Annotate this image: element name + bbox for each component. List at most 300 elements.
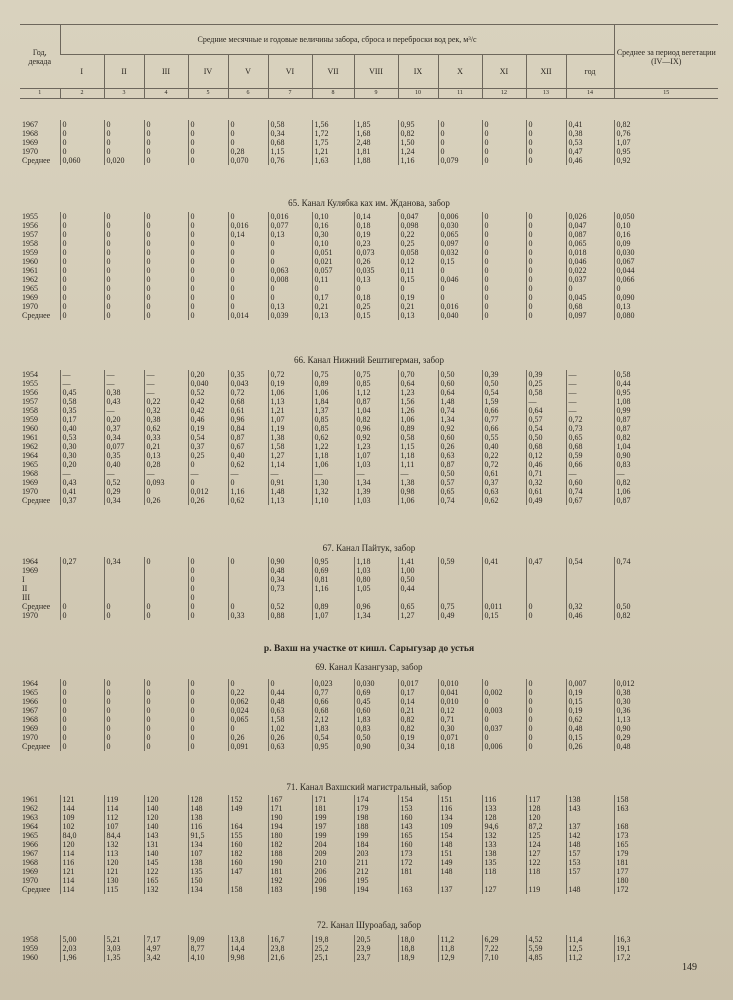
cell-value: 9,09 [188,935,228,944]
row-year: 1968 [22,858,38,867]
cell-value: 1,34 [354,611,398,620]
cell-value: 3,42 [144,953,188,962]
section-table [20,679,718,751]
cell-value: 0,035 [354,266,398,275]
cell-value: 180 [614,876,718,885]
cell-value: 143 [398,822,438,831]
cell-value: 94,6 [482,822,526,831]
cell-value: 11,8 [438,944,482,953]
cell-value: 0,88 [268,611,312,620]
average-value: 0 [188,742,228,751]
cell-value: 1,05 [354,584,398,593]
average-value: 0,079 [438,156,482,165]
cell-value: 0 [144,697,188,706]
cell-value: 138 [566,795,614,804]
cell-value: 0,047 [566,221,614,230]
cell-value: 1,37 [312,406,354,415]
cell-value [144,593,188,602]
cell-value: 192 [268,876,312,885]
cell-value: 0,17 [60,415,104,424]
row-year: 1965 [22,460,38,469]
cell-value: 0,68 [566,442,614,451]
cell-value: 0,007 [566,679,614,688]
cell-value: 0 [60,212,104,221]
table-row [20,697,718,706]
table-row [20,849,718,858]
header-period: Среднее за период вегетации (IV—IX) [614,25,718,89]
cell-value: 0 [144,688,188,697]
cell-value: 0 [104,733,144,742]
cell-value: 0,33 [228,611,268,620]
row-year: 1964 [22,451,38,460]
cell-value: 0,80 [354,575,398,584]
cell-value: 0,20 [60,460,104,469]
cell-value: 0 [144,293,188,302]
cell-value: 0 [614,284,718,293]
average-value: 0,90 [354,742,398,751]
row-year: 1965 [22,284,38,293]
cell-value: 0,19 [268,379,312,388]
cell-value: 0,42 [188,397,228,406]
table-row [20,804,718,813]
cell-value: 0,010 [438,679,482,688]
cell-value: 1,07 [354,451,398,460]
cell-value: 0,21 [398,706,438,715]
cell-value: 0 [144,230,188,239]
cell-value: 0,66 [312,697,354,706]
average-value: 0,15 [354,311,398,320]
cell-value: 0,60 [566,478,614,487]
cell-value [526,566,566,575]
cell-value: 135 [482,858,526,867]
average-value: 1,63 [312,156,354,165]
average-value: 0 [526,311,566,320]
cell-value: 6,29 [482,935,526,944]
cell-value: 1,15 [268,147,312,156]
cell-value: 0,34 [268,129,312,138]
cell-value: 0 [104,715,144,724]
cell-value: — [566,379,614,388]
average-value: 183 [268,885,312,894]
cell-value: 116 [188,822,228,831]
cell-value: 140 [144,849,188,858]
cell-value: 18,9 [398,953,438,962]
cell-value: 0 [60,147,104,156]
cell-value: 0,60 [438,379,482,388]
cell-value: 194 [268,822,312,831]
cell-value: 1,81 [354,147,398,156]
row-year: 1955 [22,212,38,221]
cell-value: 1,68 [354,129,398,138]
cell-value: 182 [228,849,268,858]
cell-value: 0,13 [144,451,188,460]
cell-value: 0,44 [614,379,718,388]
cell-value: 1,22 [312,442,354,451]
cell-value: 0,046 [438,275,482,284]
cell-value: 195 [354,876,398,885]
cell-value: 181 [398,867,438,876]
average-value: 172 [614,885,718,894]
cell-value: 1,23 [354,442,398,451]
cell-value: 127 [526,849,566,858]
cell-value: 0,71 [526,469,566,478]
cell-value [438,593,482,602]
cell-value: 158 [614,795,718,804]
cell-value: 0 [188,557,228,566]
cell-value: 120 [60,840,104,849]
cell-value: 0,050 [614,212,718,221]
cell-value: 113 [104,849,144,858]
cell-value: 0,077 [268,221,312,230]
average-value: 0,060 [60,156,104,165]
cell-value: 0 [526,147,566,156]
cell-value: 0,82 [614,120,718,129]
cell-value: — [104,379,144,388]
cell-value [438,584,482,593]
cell-value: 0,27 [60,557,104,566]
cell-value: 0 [188,293,228,302]
cell-value: 148 [566,840,614,849]
cell-value: 0,58 [526,388,566,397]
cell-value: 23,8 [268,944,312,953]
cell-value: 0 [188,221,228,230]
table-row [20,469,718,478]
cell-value: 0 [144,557,188,566]
cell-value: 0 [228,724,268,733]
cell-value: 0,021 [312,257,354,266]
cell-value: 1,23 [398,388,438,397]
cell-value: 0,95 [312,557,354,566]
cell-value: 0,85 [312,424,354,433]
cell-value [566,876,614,885]
cell-value: 0 [526,602,566,611]
cell-value: 0 [188,697,228,706]
cell-value: 118 [482,867,526,876]
average-value: 1,88 [354,156,398,165]
cell-value: 0 [526,679,566,688]
cell-value: 84,4 [104,831,144,840]
cell-value: 0 [60,293,104,302]
cell-value [228,876,268,885]
cell-value: 0,60 [438,433,482,442]
cell-value: 0,65 [566,433,614,442]
cell-value: 5,59 [526,944,566,953]
cell-value: 0 [144,487,188,496]
header-month: II [104,55,144,89]
cell-value: 0,74 [614,557,718,566]
cell-value: 0,016 [438,302,482,311]
cell-value: 0 [526,697,566,706]
cell-value: 0 [482,266,526,275]
cell-value: 0,32 [144,406,188,415]
cell-value: 0,28 [144,460,188,469]
section-table [20,557,718,620]
cell-value: 0 [144,221,188,230]
header-col-number: 3 [104,89,144,99]
cell-value: 0,093 [144,478,188,487]
canal-section-title: 71. Канал Вахшский магистральный, забор [286,782,452,792]
cell-value: 0,25 [188,451,228,460]
cell-value: 212 [354,867,398,876]
cell-value: — [566,397,614,406]
cell-value: 0,097 [438,239,482,248]
cell-value: 0 [60,302,104,311]
cell-value: 0,75 [354,370,398,379]
cell-value: 0 [104,611,144,620]
cell-value: 0,13 [268,302,312,311]
cell-value: 0,38 [614,688,718,697]
header-col-number: 15 [614,89,718,99]
cell-value: 0,99 [614,406,718,415]
cell-value: 0 [188,257,228,266]
average-value: 0 [144,156,188,165]
cell-value: 0,53 [566,138,614,147]
cell-value: 1,27 [398,611,438,620]
cell-value: 184 [354,840,398,849]
header-col-number: 8 [312,89,354,99]
table-row [20,370,718,379]
cell-value: 0 [104,724,144,733]
cell-value: 1,03 [354,566,398,575]
cell-value [614,584,718,593]
cell-value: 179 [614,849,718,858]
cell-value: 0,017 [398,679,438,688]
row-year: 1969 [22,724,38,733]
cell-value: 0,73 [566,424,614,433]
cell-value: 154 [438,831,482,840]
cell-value: — [228,469,268,478]
cell-value: 1,48 [268,487,312,496]
cell-value: 11,2 [438,935,482,944]
cell-value: 204 [312,840,354,849]
cell-value [228,813,268,822]
cell-value: 0,34 [268,575,312,584]
cell-value: 206 [312,876,354,885]
cell-value: 0,68 [526,442,566,451]
cell-value: 0,041 [438,688,482,697]
cell-value: 0,34 [104,433,144,442]
cell-value: 0,48 [566,724,614,733]
cell-value: 0,41 [60,487,104,496]
cell-value: 0 [188,302,228,311]
cell-value: 1,06 [312,388,354,397]
average-value: 158 [228,885,268,894]
cell-value: 0,89 [312,602,354,611]
cell-value: 0 [188,602,228,611]
cell-value: 0 [188,706,228,715]
row-year: 1955 [22,379,38,388]
row-year: 1956 [22,221,38,230]
cell-value: 1,18 [312,451,354,460]
cell-value: 0,043 [228,379,268,388]
canal-section-title: 69. Канал Казангузар, забор [315,662,423,672]
cell-value [312,593,354,602]
row-year: 1966 [22,697,38,706]
cell-value: 155 [228,831,268,840]
cell-value: 0,45 [354,697,398,706]
cell-value: 0,50 [482,379,526,388]
header-col-number: 7 [268,89,312,99]
average-row [20,496,718,505]
cell-value: 0 [438,266,482,275]
cell-value: 0,66 [482,406,526,415]
cell-value: 0,50 [438,469,482,478]
cell-value: 0,28 [228,147,268,156]
table-row [20,257,718,266]
cell-value: 149 [228,804,268,813]
cell-value: 0,41 [482,557,526,566]
cell-value: 0 [526,248,566,257]
average-value: 0 [60,742,104,751]
average-value: 1,03 [354,496,398,505]
header-year: Год, декада [20,25,60,89]
cell-value: 203 [354,849,398,858]
cell-value: — [104,406,144,415]
cell-value: 0 [60,248,104,257]
average-value: 132 [144,885,188,894]
average-value: 0,26 [566,742,614,751]
table-header [20,24,718,99]
cell-value [268,593,312,602]
section-table [20,935,718,962]
cell-value: 118 [526,867,566,876]
cell-value: 125 [526,831,566,840]
cell-value: 0,15 [438,257,482,266]
cell-value: 0,20 [104,415,144,424]
table-row [20,840,718,849]
cell-value: 23,7 [354,953,398,962]
cell-value: 148 [438,867,482,876]
cell-value: 0,69 [354,688,398,697]
cell-value: 0,68 [228,397,268,406]
cell-value: — [144,469,188,478]
cell-value: 1,13 [268,397,312,406]
cell-value: 1,56 [398,397,438,406]
cell-value: 154 [398,795,438,804]
table-row [20,831,718,840]
cell-value: 0,071 [438,733,482,742]
cell-value: 0,006 [438,212,482,221]
cell-value: 0 [188,611,228,620]
cell-value: 157 [566,867,614,876]
cell-value: 0 [144,284,188,293]
cell-value: 0 [482,129,526,138]
cell-value: 0,89 [312,379,354,388]
average-value: 0,039 [268,311,312,320]
cell-value: 0,18 [354,221,398,230]
average-value: 0,070 [228,156,268,165]
cell-value: 0 [144,129,188,138]
cell-value: 0 [188,266,228,275]
average-label: Среднее [22,156,51,165]
cell-value: 179 [354,804,398,813]
row-year: 1969 [22,138,38,147]
average-value: 0,006 [482,742,526,751]
cell-value: 120 [144,813,188,822]
row-year: 1956 [22,388,38,397]
cell-value: 0 [228,478,268,487]
cell-value: 0,58 [398,433,438,442]
cell-value [566,593,614,602]
cell-value: 0,22 [228,688,268,697]
cell-value: 0,16 [614,230,718,239]
cell-value: 0 [60,230,104,239]
cell-value: 140 [144,804,188,813]
cell-value: 148 [438,840,482,849]
cell-value: 0,065 [566,239,614,248]
cell-value: 1,72 [312,129,354,138]
cell-value: 0 [438,120,482,129]
cell-value: 143 [144,831,188,840]
cell-value: 0,39 [482,370,526,379]
cell-value: 0 [104,257,144,266]
average-value: 0 [526,156,566,165]
cell-value [526,876,566,885]
row-year: 1959 [22,248,38,257]
cell-value: 0,89 [398,424,438,433]
cell-value: 0,43 [104,397,144,406]
row-year: 1970 [22,147,38,156]
cell-value: 0 [144,679,188,688]
cell-value: 0,90 [268,557,312,566]
cell-value: 0 [438,293,482,302]
cell-value: 0,64 [398,379,438,388]
cell-value: 0,87 [228,433,268,442]
cell-value [228,575,268,584]
cell-value: 8,77 [188,944,228,953]
cell-value: 0,32 [526,478,566,487]
cell-value: — [268,469,312,478]
cell-value: 114 [60,876,104,885]
cell-value: 0,19 [188,424,228,433]
row-year: 1970 [22,611,38,620]
cell-value: 0 [60,257,104,266]
cell-value: 1,56 [312,120,354,129]
cell-value: 0 [482,120,526,129]
cell-value: 147 [228,867,268,876]
cell-value: 0 [60,138,104,147]
cell-value: 0,23 [354,239,398,248]
cell-value: 0,37 [188,442,228,451]
cell-value: 1,26 [398,406,438,415]
table-row [20,120,718,129]
cell-value: 0,62 [144,424,188,433]
cell-value: 128 [526,804,566,813]
cell-value: 152 [228,795,268,804]
cell-value: 0,41 [566,120,614,129]
cell-value: 0,82 [354,415,398,424]
cell-value: 128 [188,795,228,804]
cell-value: 0 [228,212,268,221]
cell-value: 148 [188,804,228,813]
average-value: 0,62 [482,496,526,505]
cell-value: 171 [312,795,354,804]
cell-value: 1,30 [312,478,354,487]
row-year: II [22,584,28,593]
cell-value: 0,57 [438,478,482,487]
cell-value: — [104,469,144,478]
cell-value: 7,17 [144,935,188,944]
average-value: 0,87 [614,496,718,505]
cell-value: 0,68 [268,138,312,147]
cell-value: 1,75 [312,138,354,147]
cell-value: 1,50 [398,138,438,147]
cell-value: 0 [228,266,268,275]
cell-value [526,584,566,593]
table-row [20,406,718,415]
cell-value: 0 [228,302,268,311]
cell-value: 1,12 [354,388,398,397]
